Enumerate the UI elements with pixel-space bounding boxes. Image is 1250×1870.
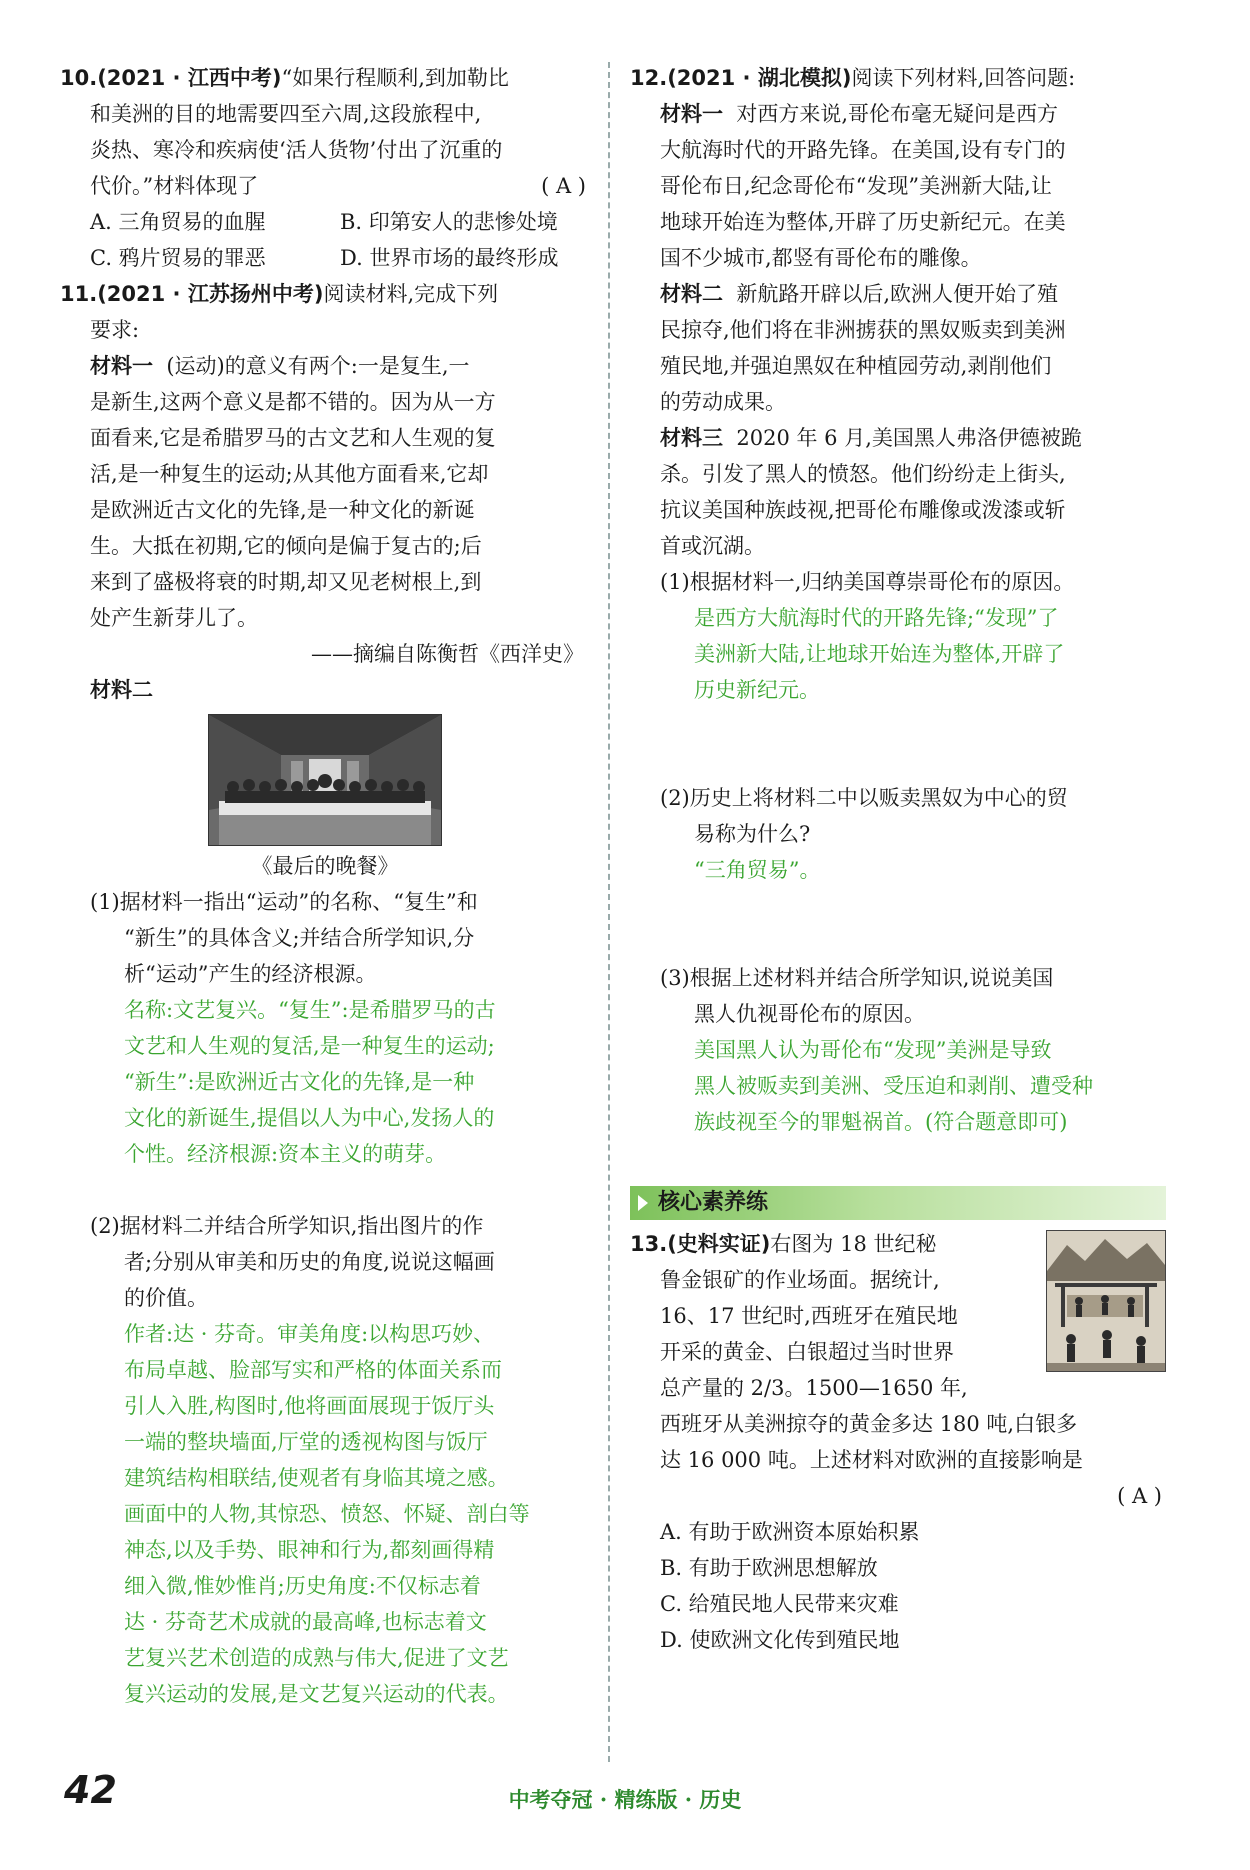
subquestion-label: (2) (90, 1214, 120, 1238)
material-label: 材料三 (660, 426, 723, 450)
material-text: 来到了盛极将衰的时期,却又见老树根上,到 (90, 570, 482, 594)
subquestion-text: 析“运动”产生的经济根源。 (124, 962, 377, 986)
question-text: 要求: (90, 318, 140, 342)
material-text: 哥伦布日,纪念哥伦布“发现”美洲新大陆,让 (660, 174, 1052, 198)
question-13 (630, 1226, 1166, 1658)
subquestion-label: (1) (660, 570, 690, 594)
question-number: 11. (60, 282, 98, 306)
subquestion-text: 据材料二并结合所学知识,指出图片的作 (119, 1214, 484, 1238)
material-text: 大航海时代的开路先锋。在美国,设有专门的 (660, 138, 1066, 162)
option-a: A. 有助于欧洲资本原始积累 (660, 1520, 920, 1544)
option-b: B. 印第安人的悲惨处境 (340, 210, 558, 234)
question-10 (60, 60, 590, 276)
answer-choice: ( A ) (1117, 1484, 1162, 1508)
options-grid (60, 204, 590, 276)
question-12 (630, 60, 1166, 1140)
material-text: 2020 年 6 月,美国黑人弗洛伊德被跪 (736, 426, 1082, 450)
subquestion-text: 易称为什么? (694, 822, 811, 846)
material-text: 国不少城市,都竖有哥伦布的雕像。 (660, 246, 982, 270)
subquestion-text: 的价值。 (124, 1286, 208, 1310)
answer-text: 艺复兴艺术创造的成熟与伟大,促进了文艺 (124, 1646, 509, 1670)
option-b: B. 有助于欧洲思想解放 (660, 1556, 878, 1580)
material-source: ——摘编自陈衡哲《西洋史》 (311, 642, 584, 666)
subquestion-text: 据材料一指出“运动”的名称、“复生”和 (119, 890, 478, 914)
option-c: C. 给殖民地人民带来灾难 (660, 1592, 899, 1616)
option-d: D. 世界市场的最终形成 (340, 246, 559, 270)
question-source-tag: (史料实证) (667, 1232, 771, 1256)
material-text: (运动)的意义有两个:一是复生,一 (166, 354, 470, 378)
answer-text: 复兴运动的发展,是文艺复兴运动的代表。 (124, 1682, 509, 1706)
question-text: 炎热、寒冷和疾病使‘活人货物’付出了沉重的 (90, 138, 503, 162)
material-text: 是新生,这两个意义是都不错的。因为从一方 (90, 390, 496, 414)
answer-text: 一端的整块墙面,厅堂的透视构图与饭厅 (124, 1430, 488, 1454)
answer-text: 神态,以及手势、眼神和行为,都刻画得精 (124, 1538, 495, 1562)
answer-text: 是西方大航海时代的开路先锋;“发现”了 (694, 606, 1059, 630)
material-text: 对西方来说,哥伦布毫无疑问是西方 (736, 102, 1059, 126)
question-text: 总产量的 2/3。1500—1650 年, (660, 1376, 968, 1400)
core-literacy-banner (630, 1186, 1166, 1220)
section-title: 核心素养练 (658, 1190, 769, 1215)
subquestion-label: (1) (90, 890, 120, 914)
mine-illustration (1046, 1230, 1166, 1372)
question-text: “如果行程顺利,到加勒比 (281, 66, 509, 90)
subquestion-text: 黑人仇视哥伦布的原因。 (694, 1002, 925, 1026)
question-number: 10. (60, 66, 98, 90)
answer-text: 个性。经济根源:资本主义的萌芽。 (124, 1142, 447, 1166)
play-triangle-icon (638, 1195, 648, 1211)
material-text: 地球开始连为整体,开辟了历史新纪元。在美 (660, 210, 1066, 234)
material-text: 抗议美国种族歧视,把哥伦布雕像或泼漆或斩 (660, 498, 1066, 522)
question-source-tag: (2021 · 江苏扬州中考) (97, 282, 324, 306)
option-c: C. 鸦片贸易的罪恶 (90, 246, 266, 270)
page-number: 42 (64, 1768, 117, 1812)
material-text: 处产生新芽儿了。 (90, 606, 258, 630)
option-a: A. 三角贸易的血腥 (90, 210, 266, 234)
material-text: 殖民地,并强迫黑奴在种植园劳动,剥削他们 (660, 354, 1052, 378)
material-text: 是欧洲近古文化的先锋,是一种文化的新诞 (90, 498, 475, 522)
question-number: 12. (630, 66, 668, 90)
right-column (630, 60, 1166, 1658)
question-source-tag: (2021 · 湖北模拟) (667, 66, 852, 90)
answer-text: 建筑结构相联结,使观者有身临其境之感。 (124, 1466, 509, 1490)
option-d: D. 使欧洲文化传到殖民地 (660, 1628, 900, 1652)
answer-choice: ( A ) (541, 174, 586, 198)
column-divider (608, 62, 610, 1762)
answer-text: 历史新纪元。 (694, 678, 820, 702)
question-text: 16、17 世纪时,西班牙在殖民地 (660, 1304, 958, 1328)
answer-text: 文艺和人生观的复活,是一种复生的运动; (124, 1034, 495, 1058)
material-text: 民掠夺,他们将在非洲掳获的黑奴贩卖到美洲 (660, 318, 1066, 342)
subquestion-text: 根据上述材料并结合所学知识,说说美国 (689, 966, 1054, 990)
question-text: 和美洲的目的地需要四至六周,这段旅程中, (90, 102, 482, 126)
question-text: 代价。”材料体现了 (90, 174, 259, 198)
answer-text: 画面中的人物,其惊恐、愤怒、怀疑、剖白等 (124, 1502, 530, 1526)
question-text: 鲁金银矿的作业场面。据统计, (660, 1268, 940, 1292)
material-text: 活,是一种复生的运动;从其他方面看来,它却 (90, 462, 489, 486)
material-label: 材料二 (660, 282, 723, 306)
subquestion-text: 者;分别从审美和历史的角度,说说这幅画 (124, 1250, 495, 1274)
question-text: 达 16 000 吨。上述材料对欧洲的直接影响是 (660, 1448, 1083, 1472)
last-supper-image (208, 714, 442, 846)
answer-text: 引人入胜,构图时,他将画面展现于饭厅头 (124, 1394, 495, 1418)
answer-text: 美洲新大陆,让地球开始连为整体,开辟了 (694, 642, 1065, 666)
subquestion-label: (3) (660, 966, 690, 990)
book-title: 中考夺冠 · 精练版 · 历史 (508, 1787, 742, 1812)
material-text: 生。大抵在初期,它的倾向是偏于复古的;后 (90, 534, 482, 558)
material-text: 杀。引发了黑人的愤怒。他们纷纷走上街头, (660, 462, 1066, 486)
answer-text: 达 · 芬奇艺术成就的最高峰,也标志着文 (124, 1610, 487, 1634)
question-number: 13. (630, 1232, 668, 1256)
material-text: 的劳动成果。 (660, 390, 786, 414)
subquestion-text: 根据材料一,归纳美国尊崇哥伦布的原因。 (689, 570, 1075, 594)
question-text: 阅读下列材料,回答问题: (851, 66, 1076, 90)
answer-text: 作者:达 · 芬奇。审美角度:以构思巧妙、 (124, 1322, 495, 1346)
question-source-tag: (2021 · 江西中考) (97, 66, 282, 90)
question-text: 西班牙从美洲掠夺的黄金多达 180 吨,白银多 (660, 1412, 1078, 1436)
subquestion-label: (2) (660, 786, 690, 810)
material-label: 材料一 (660, 102, 723, 126)
material-label: 材料一 (90, 354, 153, 378)
answer-text: 族歧视至今的罪魁祸首。(符合题意即可) (694, 1110, 1068, 1134)
answer-text: 黑人被贩卖到美洲、受压迫和剥削、遭受种 (694, 1074, 1093, 1098)
material-label: 材料二 (90, 678, 153, 702)
material-text: 面看来,它是希腊罗马的古文艺和人生观的复 (90, 426, 496, 450)
subquestion-text: 历史上将材料二中以贩卖黑奴为中心的贸 (689, 786, 1068, 810)
answer-text: 美国黑人认为哥伦布“发现”美洲是导致 (694, 1038, 1052, 1062)
material-text: 新航路开辟以后,欧洲人便开始了殖 (736, 282, 1059, 306)
question-11 (60, 276, 590, 1712)
answer-text: 细入微,惟妙惟肖;历史角度:不仅标志着 (124, 1574, 481, 1598)
answer-text: “新生”:是欧洲近古文化的先锋,是一种 (124, 1070, 475, 1094)
question-text: 阅读材料,完成下列 (323, 282, 499, 306)
answer-text: 名称:文艺复兴。“复生”:是希腊罗马的古 (124, 998, 496, 1022)
answer-text: “三角贸易”。 (694, 858, 821, 882)
left-column (60, 60, 590, 1712)
subquestion-text: “新生”的具体含义;并结合所学知识,分 (124, 926, 475, 950)
question-text: 开采的黄金、白银超过当时世界 (660, 1340, 954, 1364)
material-text: 首或沉湖。 (660, 534, 765, 558)
image-caption: 《最后的晚餐》 (251, 854, 399, 878)
question-text: 右图为 18 世纪秘 (770, 1232, 937, 1256)
answer-text: 文化的新诞生,提倡以人为中心,发扬人的 (124, 1106, 495, 1130)
answer-text: 布局卓越、脸部写实和严格的体面关系而 (124, 1358, 502, 1382)
